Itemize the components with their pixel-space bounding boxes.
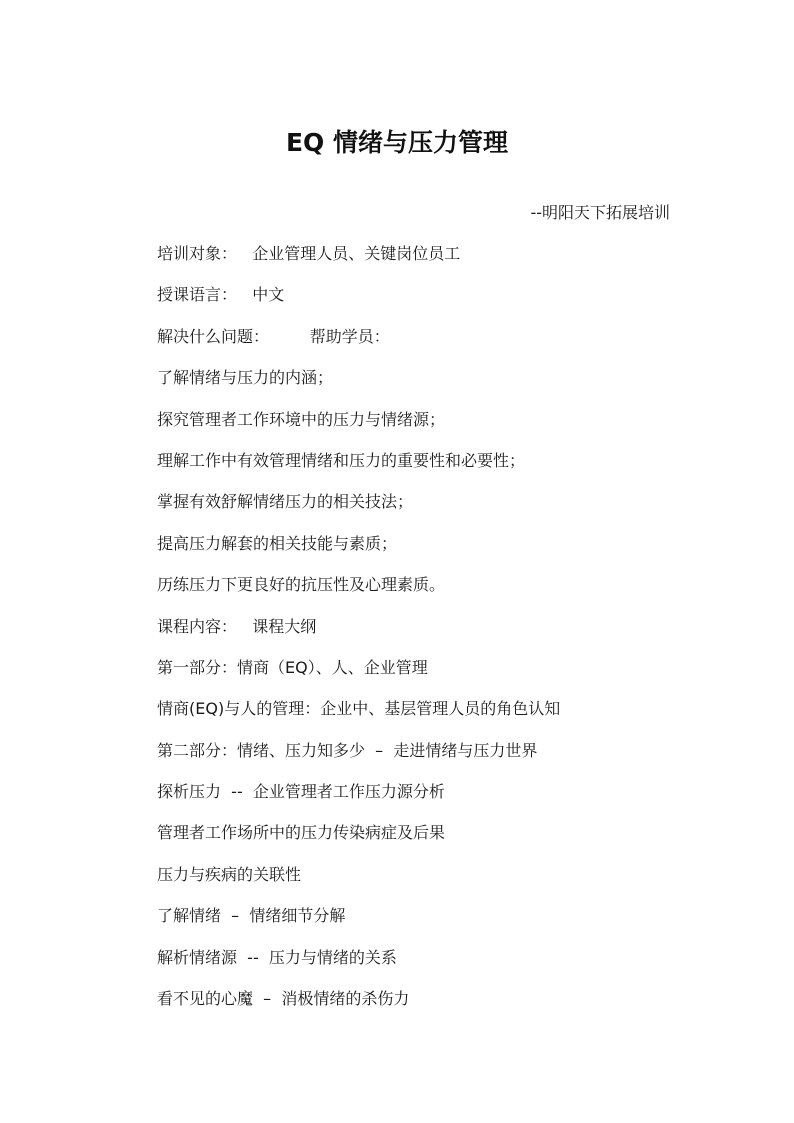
line-outline-item: 第一部分：情商（EQ）、人、企业管理: [157, 657, 428, 677]
line-outline-item: 了解情绪 – 情绪细节分解: [157, 906, 346, 926]
line-training-target: 培训对象： 企业管理人员、关键岗位员工: [157, 244, 461, 263]
line-benefit: 提高压力解套的相关技能与素质；: [157, 533, 398, 553]
document-title: EQ 情绪与压力管理: [285, 128, 509, 157]
line-benefit: 理解工作中有效管理情绪和压力的重要性和必要性；: [157, 450, 526, 470]
line-outline-item: 第二部分：情绪、压力知多少 – 走进情绪与压力世界: [157, 740, 538, 760]
line-outline-item: 探析压力 -- 企业管理者工作压力源分析: [157, 782, 445, 802]
line-benefit: 掌握有效舒解情绪压力的相关技法；: [157, 492, 414, 512]
document-subtitle: --明阳天下拓展培训: [530, 203, 670, 222]
line-benefit: 探究管理者工作环境中的压力与情绪源；: [157, 409, 446, 429]
line-outline-item: 压力与疾病的关联性: [157, 864, 302, 884]
line-outline-item: 管理者工作场所中的压力传染病症及后果: [157, 823, 446, 843]
line-problems-solved: 解决什么问题： 帮助学员：: [157, 326, 390, 346]
document-body: [157, 241, 677, 1027]
line-course-content: 课程内容： 课程大纲: [157, 616, 317, 636]
line-benefit: 历练压力下更良好的抗压性及心理素质。: [157, 575, 446, 595]
line-outline-item: 看不见的心魔 – 消极情绪的杀伤力: [157, 989, 410, 1009]
line-outline-item: 解析情绪源 -- 压力与情绪的关系: [157, 947, 397, 967]
line-benefit: 了解情绪与压力的内涵；: [157, 368, 334, 388]
line-outline-item: 情商(EQ)与人的管理：企业中、基层管理人员的角色认知: [157, 699, 561, 719]
line-teaching-language: 授课语言： 中文: [157, 285, 285, 305]
